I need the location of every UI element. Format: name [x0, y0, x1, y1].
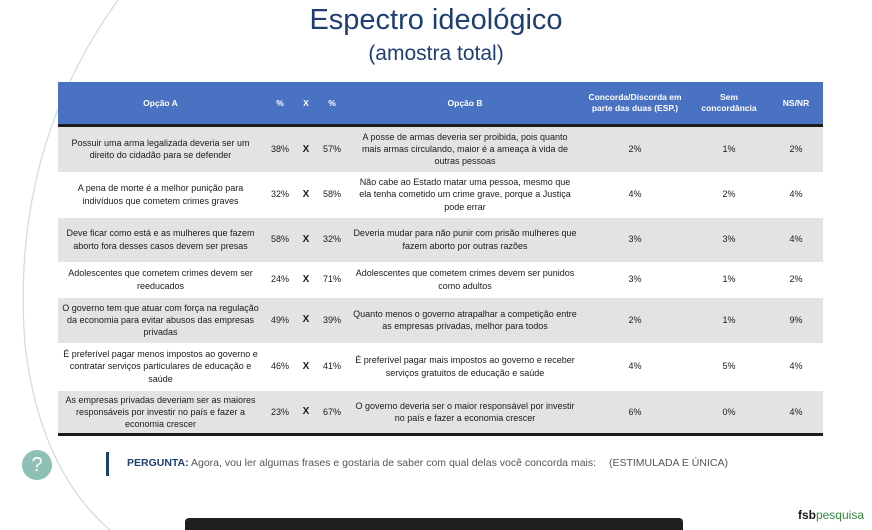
cell-opcao-a: É preferível pagar menos impostos ao governo e contratar serviços particulares de educação e saúde: [58, 344, 263, 390]
brand-logo: [798, 508, 864, 522]
cell-ns-nr: 4%: [769, 390, 823, 435]
header-pct-b: %: [315, 82, 349, 126]
cell-sem-concordancia: 3%: [689, 217, 769, 263]
cell-x: X: [297, 263, 315, 297]
cell-pct-b: 41%: [315, 344, 349, 390]
bottom-toolbar: [185, 518, 683, 530]
table-row: [58, 217, 823, 263]
cell-concorda-discorda: 3%: [581, 217, 689, 263]
table-row: [58, 344, 823, 390]
ideology-table: [58, 82, 823, 436]
header-opcao-a: Opção A: [58, 82, 263, 126]
cell-sem-concordancia: 1%: [689, 126, 769, 173]
survey-question: [106, 452, 728, 476]
table-row: [58, 297, 823, 344]
cell-sem-concordancia: 2%: [689, 173, 769, 217]
cell-concorda-discorda: 2%: [581, 126, 689, 173]
cell-pct-a: 23%: [263, 390, 297, 435]
cell-x: X: [297, 217, 315, 263]
question-label: PERGUNTA:: [127, 457, 189, 469]
cell-ns-nr: 4%: [769, 173, 823, 217]
cell-opcao-b: O governo deveria ser o maior responsável por investir no país e fazer a economia crescer: [349, 390, 581, 435]
cell-sem-concordancia: 0%: [689, 390, 769, 435]
cell-x: X: [297, 297, 315, 344]
cell-pct-a: 49%: [263, 297, 297, 344]
page-title: Espectro ideológico: [309, 4, 563, 36]
page-subtitle: (amostra total): [368, 42, 504, 65]
brand-logo-part2: pesquisa: [815, 508, 864, 522]
cell-opcao-a: As empresas privadas deveriam ser as maiores responsáveis por investir no país e fazer a economia crescer: [58, 390, 263, 435]
cell-ns-nr: 4%: [769, 217, 823, 263]
cell-opcao-a: A pena de morte é a melhor punição para indivíduos que cometem crimes graves: [58, 173, 263, 217]
cell-concorda-discorda: 2%: [581, 297, 689, 344]
cell-sem-concordancia: 1%: [689, 297, 769, 344]
cell-pct-a: 32%: [263, 173, 297, 217]
cell-opcao-b: É preferível pagar mais impostos ao governo e receber serviços gratuitos de educação e saúde: [349, 344, 581, 390]
cell-opcao-a: Adolescentes que cometem crimes devem ser reeducados: [58, 263, 263, 297]
header-sem-concordancia: Sem concordância: [689, 82, 769, 126]
cell-x: X: [297, 390, 315, 435]
header-pct-a: %: [263, 82, 297, 126]
table-header-row: [58, 82, 823, 126]
cell-pct-a: 58%: [263, 217, 297, 263]
header-ns-nr: NS/NR: [769, 82, 823, 126]
cell-opcao-a: Deve ficar como está e as mulheres que fazem aborto fora desses casos devem ser presas: [58, 217, 263, 263]
cell-concorda-discorda: 6%: [581, 390, 689, 435]
header-concorda-discorda: Concorda/Discorda em parte das duas (ESP.): [581, 82, 689, 126]
brand-logo-part1: fsb: [797, 508, 816, 522]
table-row: [58, 173, 823, 217]
cell-opcao-b: Deveria mudar para não punir com prisão mulheres que fazem aborto por outras razões: [349, 217, 581, 263]
cell-ns-nr: 9%: [769, 297, 823, 344]
cell-pct-a: 24%: [263, 263, 297, 297]
cell-opcao-b: Não cabe ao Estado matar uma pessoa, mesmo que ela tenha cometido um crime grave, porque a Justiça pode errar: [349, 173, 581, 217]
cell-opcao-b: Adolescentes que cometem crimes devem ser punidos como adultos: [349, 263, 581, 297]
cell-ns-nr: 4%: [769, 344, 823, 390]
cell-opcao-a: Possuir uma arma legalizada deveria ser um direito do cidadão para se defender: [58, 126, 263, 173]
cell-x: X: [297, 344, 315, 390]
cell-concorda-discorda: 3%: [581, 263, 689, 297]
question-mark-icon[interactable]: ?: [22, 450, 52, 480]
cell-x: X: [297, 173, 315, 217]
cell-pct-b: 71%: [315, 263, 349, 297]
question-text: Agora, vou ler algumas frases e gostaria de saber com qual delas você concorda mais:: [190, 457, 597, 469]
cell-concorda-discorda: 4%: [581, 173, 689, 217]
cell-pct-a: 38%: [263, 126, 297, 173]
header-opcao-b: Opção B: [349, 82, 581, 126]
cell-ns-nr: 2%: [769, 263, 823, 297]
cell-opcao-b: Quanto menos o governo atrapalhar a competição entre as empresas privadas, melhor para todos: [349, 297, 581, 344]
cell-opcao-b: A posse de armas deveria ser proibida, pois quanto mais armas circulando, maior é a ameaça à vida de outras pessoas: [349, 126, 581, 173]
cell-sem-concordancia: 5%: [689, 344, 769, 390]
cell-opcao-a: O governo tem que atuar com força na regulação da economia para evitar abusos das empresas privadas: [58, 297, 263, 344]
cell-sem-concordancia: 1%: [689, 263, 769, 297]
cell-pct-b: 58%: [315, 173, 349, 217]
question-tag: (ESTIMULADA E ÚNICA): [608, 457, 728, 469]
table-row: [58, 126, 823, 173]
cell-x: X: [297, 126, 315, 173]
table-row: [58, 390, 823, 435]
header-x: X: [297, 82, 315, 126]
cell-pct-b: 67%: [315, 390, 349, 435]
cell-pct-b: 39%: [315, 297, 349, 344]
cell-pct-b: 32%: [315, 217, 349, 263]
table-row: [58, 263, 823, 297]
ideology-table-container: [58, 82, 823, 436]
cell-pct-a: 46%: [263, 344, 297, 390]
cell-pct-b: 57%: [315, 126, 349, 173]
cell-ns-nr: 2%: [769, 126, 823, 173]
cell-concorda-discorda: 4%: [581, 344, 689, 390]
